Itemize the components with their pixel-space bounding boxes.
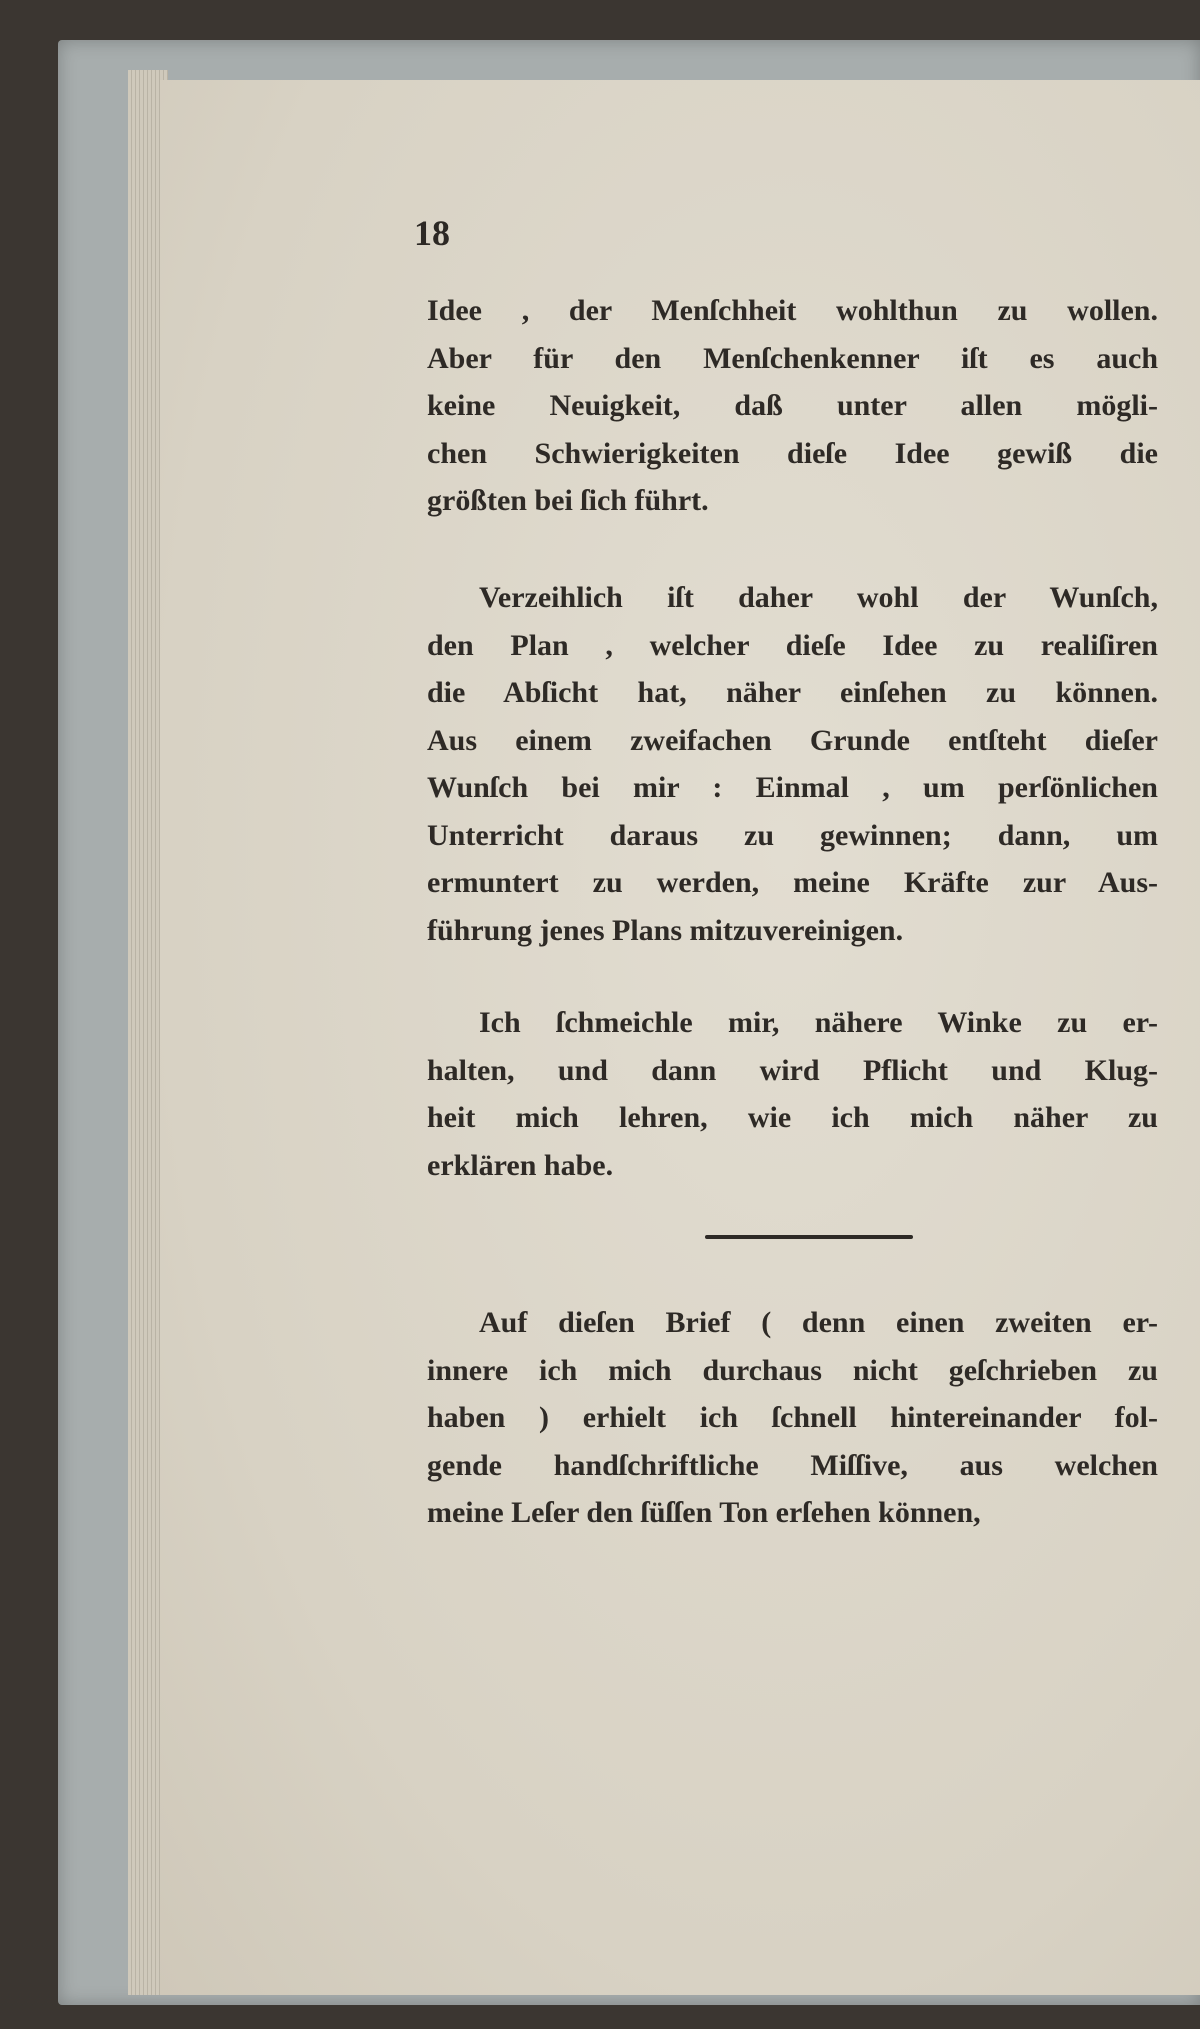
text-line: Verzeihlich iſt daher wohl der Wunſch,: [479, 581, 1158, 614]
text-line: chen Schwierigkeiten dieſe Idee gewiß die: [427, 436, 1158, 470]
page-number: 18: [414, 213, 450, 253]
text-line: gende handſchriftliche Miſſive, aus welchen: [427, 1448, 1158, 1482]
text-line: Aus einem zweifachen Grunde entſteht dieſer: [427, 723, 1158, 757]
text-line: erklären habe.: [427, 1148, 614, 1182]
text-line: die Abſicht hat, näher einſehen zu können.: [427, 676, 1158, 709]
text-line: heit mich lehren, wie ich mich näher zu: [427, 1101, 1158, 1134]
text-line: halten, und dann wird Pflicht und Klug-: [427, 1053, 1158, 1087]
text-line: Unterricht daraus zu gewinnen; dann, um: [427, 818, 1158, 852]
section-divider: [705, 1235, 913, 1239]
text-line: ermuntert zu werden, meine Kräfte zur Aus-: [427, 866, 1158, 899]
text-line: Wunſch bei mir : Einmal , um perſönlichen: [427, 771, 1158, 804]
text-line: Auf dieſen Brief ( denn einen zweiten er-: [479, 1306, 1158, 1339]
text-line: führung jenes Plans mitzuvereinigen.: [427, 913, 904, 947]
text-line: meine Leſer den ſüſſen Ton erſehen können,: [427, 1496, 981, 1529]
text-line: haben ) erhielt ich ſchnell hintereinander fol-: [427, 1401, 1158, 1434]
text-line: Ich ſchmeichle mir, nähere Winke zu er-: [479, 1006, 1158, 1039]
text-line: Aber für den Menſchenkenner iſt es auch: [427, 341, 1158, 375]
text-line: größten bei ſich führt.: [427, 484, 709, 517]
text-line: innere ich mich durchaus nicht geſchrieben zu: [427, 1353, 1158, 1387]
text-line: den Plan , welcher dieſe Idee zu realiſiren: [427, 628, 1158, 662]
text-line: Idee , der Menſchheit wohlthun zu wollen.: [427, 294, 1158, 327]
text-line: keine Neuigkeit, daß unter allen mögli-: [427, 389, 1158, 422]
